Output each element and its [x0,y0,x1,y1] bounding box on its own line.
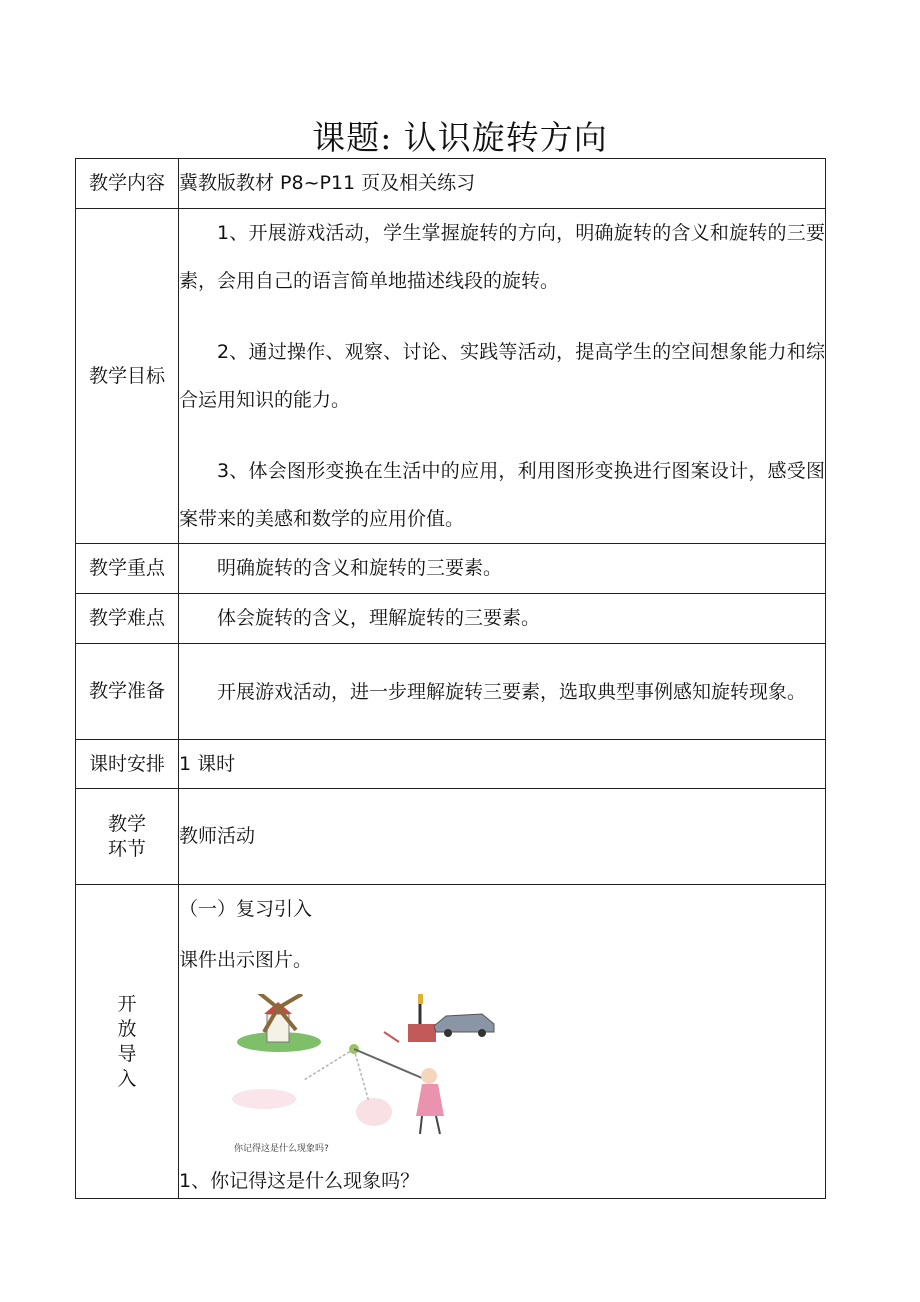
row-key-point [76,544,826,594]
opening-heading: （一）复习引入 [179,898,313,920]
rotation-illustration [224,994,554,1159]
label-opening-char-4: 入 [117,1067,137,1090]
label-section [76,789,179,885]
value-section: 教师活动 [179,789,826,885]
value-opening [179,885,826,1199]
label-key-point: 教学重点 [76,544,179,594]
value-key-point: 明确旋转的含义和旋转的三要素。 [179,544,826,594]
label-content: 教学内容 [76,159,179,209]
row-preparation [76,644,826,740]
value-preparation [179,644,826,740]
page-title: 课题: 认识旋转方向 [312,118,608,157]
label-schedule: 课时安排 [76,740,179,789]
goal-item-3: 3、体会图形变换在生活中的应用，利用图形变换进行图案设计，感受图案带来的美感和数学的应用价值。 [179,460,825,530]
illustration-caption: 你记得这是什么现象吗? [234,1144,329,1154]
goal-item-2: 2、通过操作、观察、讨论、实践等活动，提高学生的空间想象能力和综合运用知识的能力。 [179,341,825,411]
rotation-illustration-svg [224,994,554,1159]
row-content [76,159,826,209]
value-schedule: 1 课时 [179,740,826,789]
row-goals [76,209,826,544]
row-difficulty [76,594,826,644]
label-goals: 教学目标 [76,209,179,544]
row-opening [76,885,826,1199]
label-section-line1: 教学 [107,812,146,835]
swing-girl-icon [232,1044,444,1134]
goal-item-1: 1、开展游戏活动，学生掌握旋转的方向，明确旋转的含义和旋转的三要素，会用自己的语言简单地描述线段的旋转。 [179,222,825,292]
label-opening-char-3: 导 [117,1042,137,1065]
label-opening-char-2: 放 [117,1017,137,1040]
windmill-icon [237,994,321,1052]
label-preparation: 教学准备 [76,644,179,740]
opening-question: 1、你记得这是什么现象吗？ [179,1170,420,1192]
value-goals [179,209,826,544]
lesson-plan-table [75,158,826,1199]
value-content: 冀教版教材 P8~P11 页及相关练习 [179,159,826,209]
label-difficulty: 教学难点 [76,594,179,644]
label-section-line2: 环节 [107,837,146,860]
row-schedule [76,740,826,789]
label-opening-char-1: 开 [117,992,137,1015]
row-section [76,789,826,885]
value-difficulty: 体会旋转的含义，理解旋转的三要素。 [179,594,826,644]
preparation-text: 开展游戏活动，进一步理解旋转三要素，选取典型事例感知旋转现象。 [217,680,807,703]
opening-line1: 课件出示图片。 [179,949,313,971]
label-opening [76,885,179,1199]
barrier-gate-icon [384,994,494,1042]
